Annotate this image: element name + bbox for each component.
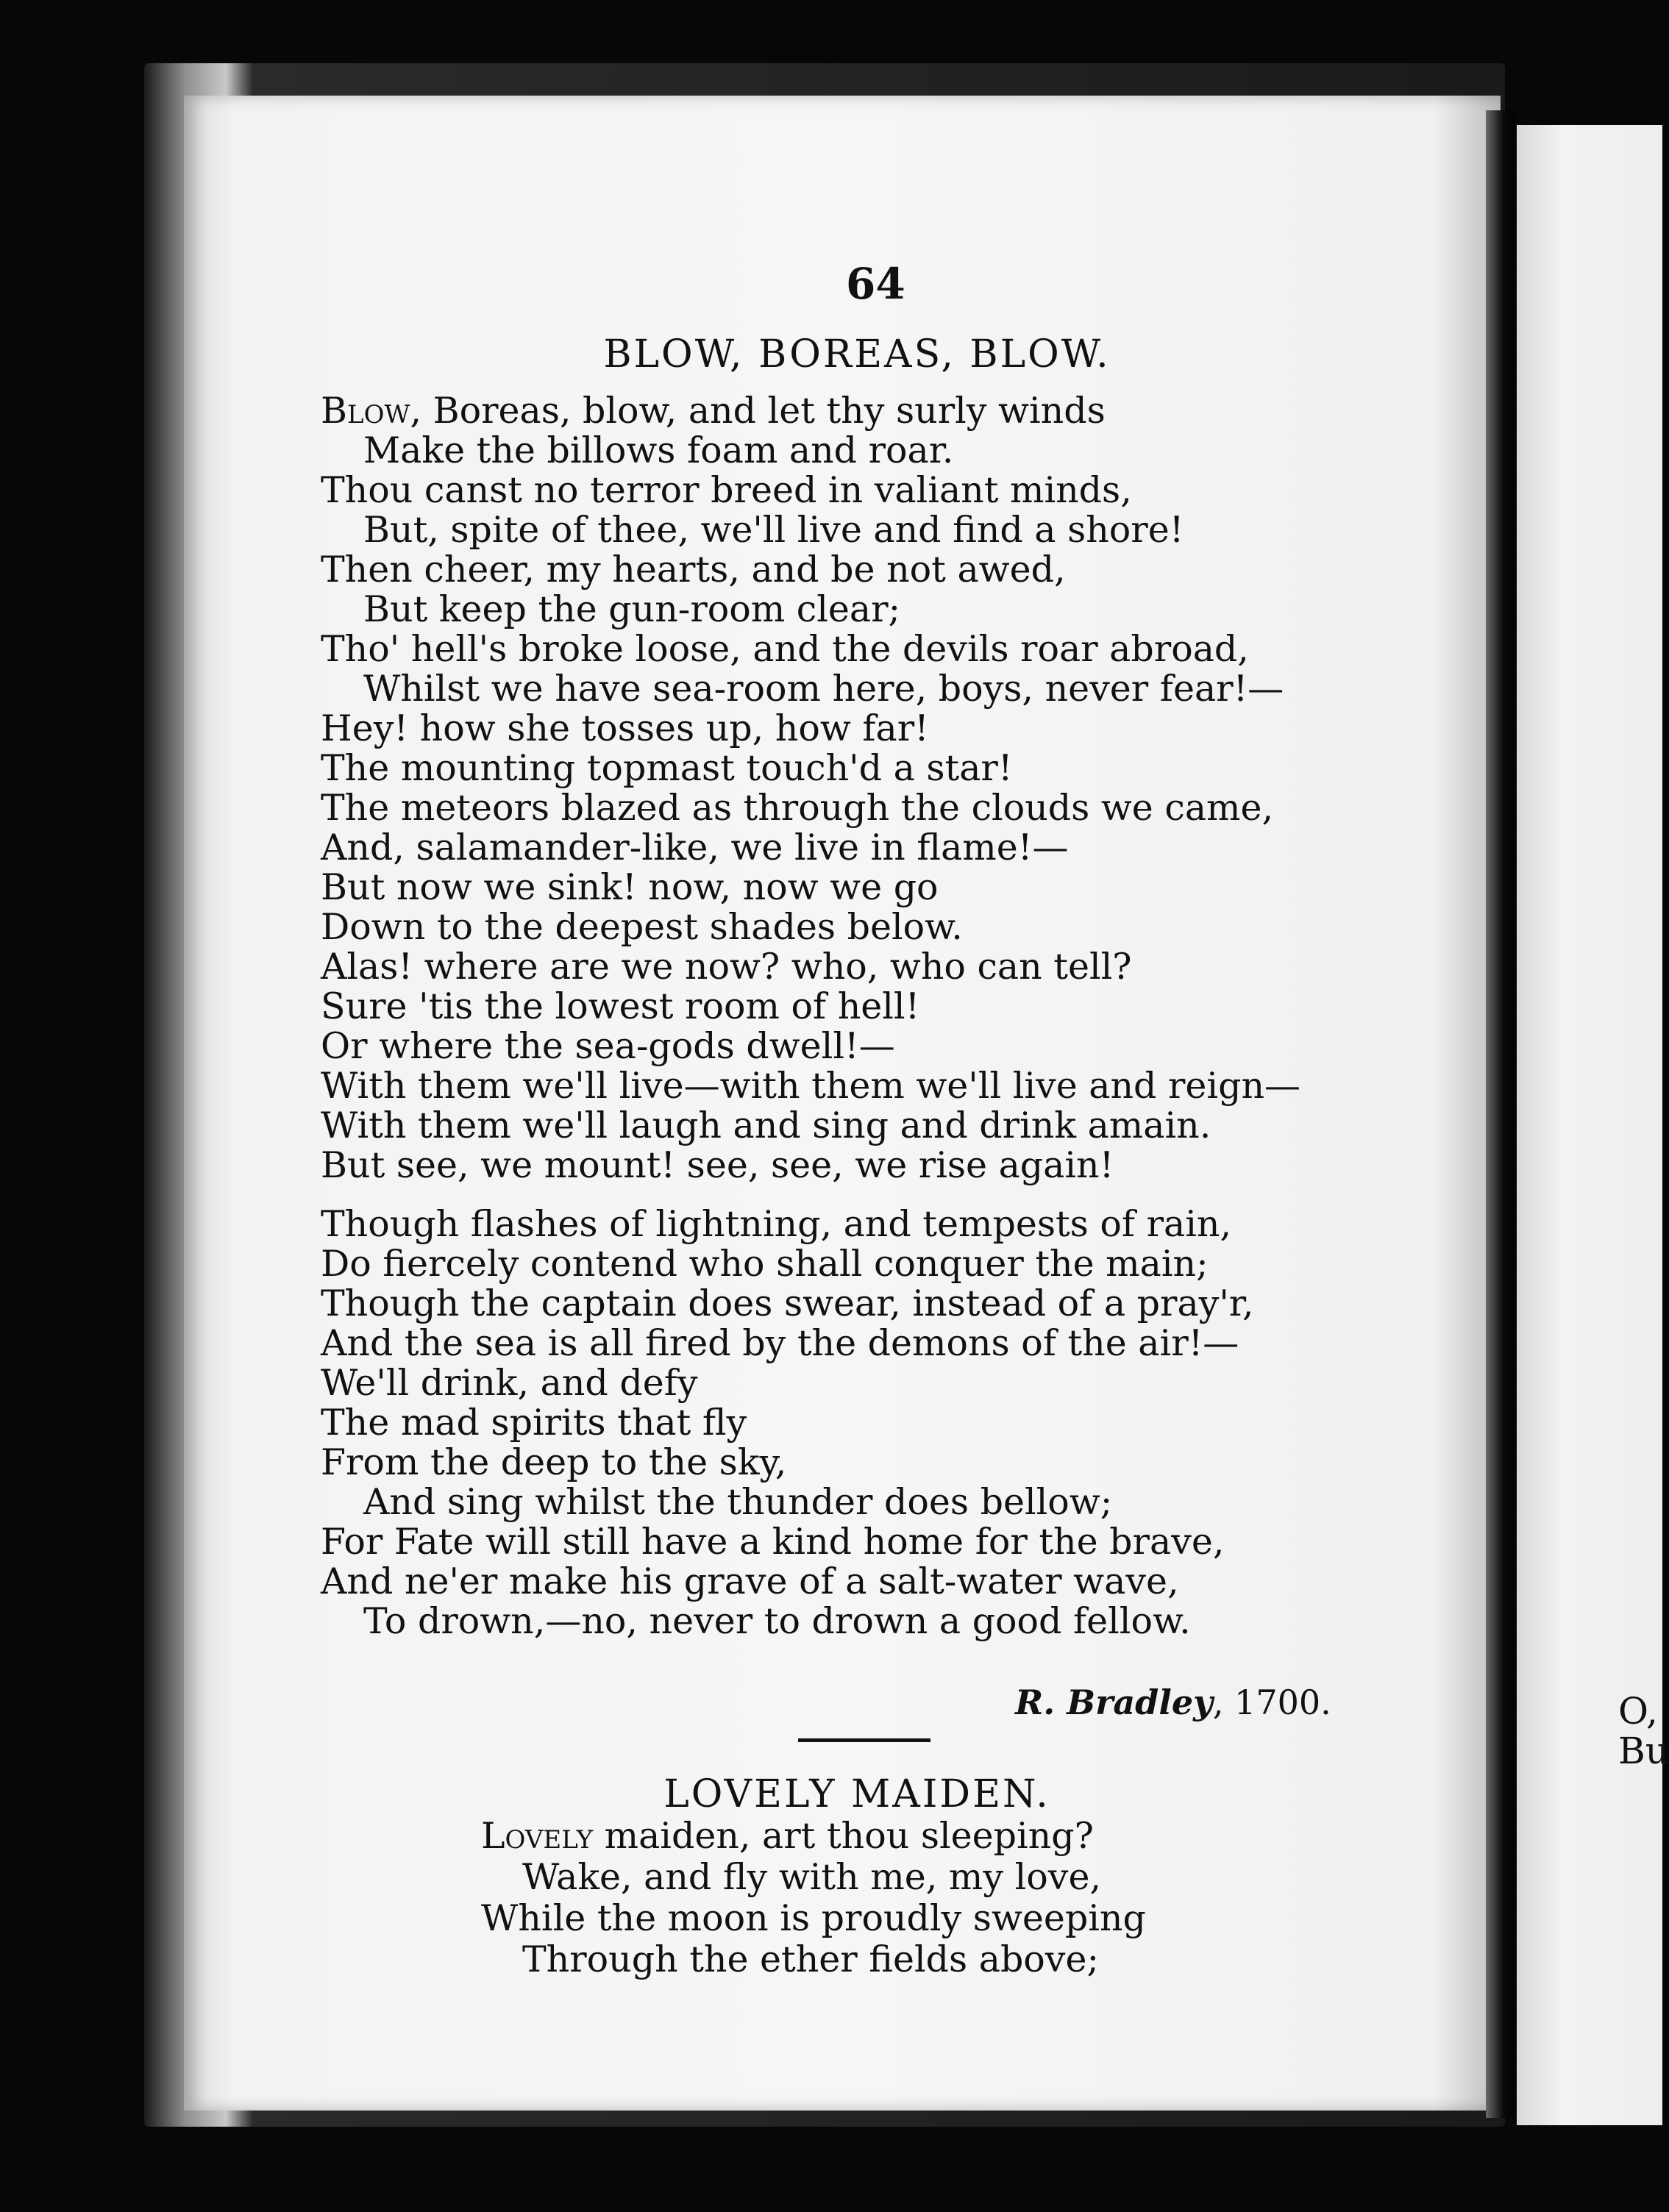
poem-line: Alas! where are we now? who, who can tell? bbox=[321, 946, 1132, 988]
author-name: R. Bradley bbox=[1015, 1683, 1213, 1722]
poem-attribution bbox=[1015, 1683, 1331, 1722]
poem-line: And sing whilst the thunder does bellow; bbox=[363, 1481, 1113, 1523]
poem-line: From the deep to the sky, bbox=[321, 1441, 787, 1483]
page-number: 64 bbox=[846, 259, 905, 309]
poem-line: Thou canst no terror breed in valiant minds, bbox=[321, 469, 1132, 511]
poem-line: Down to the deepest shades below. bbox=[321, 906, 963, 948]
poem-line: The mounting topmast touch'd a star! bbox=[321, 747, 1013, 789]
facing-page-text-2: Bu bbox=[1618, 1730, 1669, 1772]
poem-line: Whilst we have sea-room here, boys, never fear!— bbox=[363, 668, 1284, 710]
poem-line: The mad spirits that fly bbox=[321, 1402, 747, 1444]
second-poem-title: LOVELY MAIDEN. bbox=[663, 1772, 1050, 1816]
poem-line-lead: Blow bbox=[321, 390, 410, 432]
poem-line: Do fiercely contend who shall conquer the main; bbox=[321, 1243, 1209, 1285]
poem-line bbox=[481, 1815, 1094, 1857]
poem-line: But, spite of thee, we'll live and find a shore! bbox=[363, 509, 1184, 551]
poem-line: With them we'll laugh and sing and drink amain. bbox=[321, 1105, 1211, 1146]
poem-title: BLOW, BOREAS, BLOW. bbox=[603, 332, 1111, 377]
poem-line: With them we'll live—with them we'll live and reign— bbox=[321, 1065, 1301, 1107]
facing-page bbox=[1517, 125, 1662, 2125]
poem-line: Wake, and fly with me, my love, bbox=[522, 1856, 1102, 1898]
poem-line: Then cheer, my hearts, and be not awed, bbox=[321, 549, 1066, 591]
poem-line-lead: Lovely bbox=[481, 1815, 594, 1857]
poem-line: Hey! how she tosses up, how far! bbox=[321, 707, 929, 749]
poem-line: To drown,—no, never to drown a good fellow. bbox=[363, 1600, 1191, 1642]
facing-page-text-1: O, bbox=[1618, 1690, 1658, 1733]
poem-line-rest: maiden, art thou sleeping? bbox=[593, 1815, 1094, 1857]
poem-line: While the moon is proudly sweeping bbox=[481, 1897, 1146, 1939]
poem-line: Through the ether fields above; bbox=[522, 1938, 1099, 1980]
book-gutter bbox=[1486, 110, 1515, 2118]
poem-line: Tho' hell's broke loose, and the devils roar abroad, bbox=[321, 628, 1249, 670]
poem-line: And ne'er make his grave of a salt-water wave, bbox=[321, 1560, 1179, 1602]
poem-line: But see, we mount! see, see, we rise again! bbox=[321, 1144, 1114, 1186]
poem-line: And the sea is all fired by the demons of the air!— bbox=[321, 1322, 1239, 1364]
poem-line: And, salamander-like, we live in flame!— bbox=[321, 827, 1069, 868]
poem-line: Make the billows foam and roar. bbox=[363, 429, 954, 471]
poem-line: For Fate will still have a kind home for the brave, bbox=[321, 1521, 1225, 1563]
poem-line: But keep the gun-room clear; bbox=[363, 588, 901, 630]
poem-line: Or where the sea-gods dwell!— bbox=[321, 1025, 895, 1067]
poem-line: The meteors blazed as through the clouds we came, bbox=[321, 787, 1274, 829]
poem-line: Though flashes of lightning, and tempests of rain, bbox=[321, 1203, 1232, 1245]
poem-line bbox=[321, 390, 1106, 432]
poem-line: Sure 'tis the lowest room of hell! bbox=[321, 985, 920, 1027]
author-year: , 1700. bbox=[1212, 1683, 1331, 1722]
section-divider bbox=[798, 1738, 930, 1742]
poem-line-rest: , Boreas, blow, and let thy surly winds bbox=[410, 390, 1106, 432]
poem-line: But now we sink! now, now we go bbox=[321, 866, 939, 908]
poem-line: We'll drink, and defy bbox=[321, 1362, 698, 1404]
poem-line: Though the captain does swear, instead of a pray'r, bbox=[321, 1282, 1254, 1324]
